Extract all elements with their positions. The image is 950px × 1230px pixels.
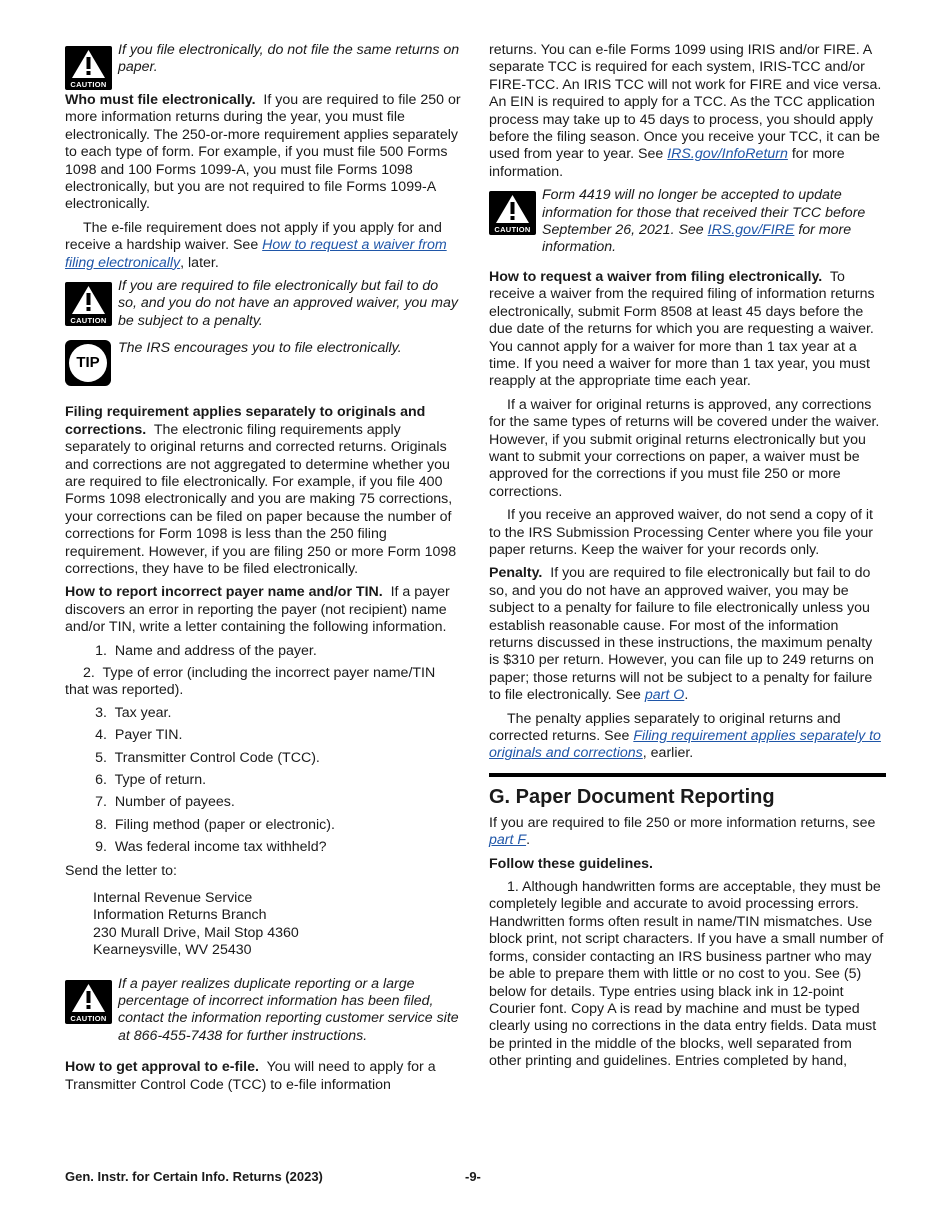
section-heading: G. Paper Document Reporting (489, 773, 886, 809)
tip-icon: TIP (65, 340, 111, 386)
list-item: 7. Number of payees. (95, 794, 235, 811)
list-item: 6. Type of return. (95, 772, 207, 788)
filing-requirement-link[interactable]: Filing requirement applies separately to originals and corrections (489, 728, 881, 762)
run-in-heading: How to report incorrect payer name and/or TIN. (65, 584, 383, 601)
run-in-heading: How to request a waiver from filing electronically. (489, 268, 823, 285)
paragraph: How to report incorrect payer name and/or TIN. If a payer discovers an error in reporting the payer (not recipient) name and/or TIN, write a letter containing the following information. (65, 584, 450, 636)
paragraph: Who must file electronically. If you are required to file 250 or more information returns during the year, you must file electronically. The 250-or-more requirement applies separately to each type of form. For example, if you must file 500 Forms 1098 and 100 Forms 1099-A, you must file Forms 1098 electronically, but you are not required to file Forms 1099-A electronically. (65, 92, 461, 213)
page-footer (65, 1168, 886, 1185)
caution-text: If you file electronically, do not file the same returns on paper. (118, 42, 460, 76)
run-in-heading: Penalty. (489, 565, 543, 582)
guidelines-heading: Follow these guidelines. (489, 855, 653, 872)
caution-icon: CAUTION (65, 46, 112, 90)
waiver-link[interactable]: How to request a waiver from filing electronically (65, 237, 447, 271)
tip-note (65, 340, 461, 390)
inforeturn-link[interactable]: IRS.gov/InfoReturn (667, 146, 788, 163)
caution-icon: CAUTION (489, 191, 536, 235)
part-o-link[interactable]: part O (644, 687, 685, 704)
caution-note (65, 976, 461, 1046)
caution-icon: CAUTION (65, 282, 112, 326)
left-column (65, 42, 461, 1100)
list-item: 2. Type of error (including the incorrect payer name/TIN that was reported). (65, 664, 436, 699)
paragraph: 1. Although handwritten forms are acceptable, they must be completely legible and accurate to avoid processing errors. Handwritten forms often result in name/TIN mismatches. Use block print, not script characters. If you have a small number of forms, consider contacting an IRS business partner who may be able to prepare them with little or no cost to you. See (5) below for details. Type entries using black ink in 12-point Courier font. Copy A is read by machine and must be typed clearly using no corrections in the data entry fields. Data must be printed in the middle of the blocks, well separated from other printing and guidelines. Entries completed by hand, (489, 879, 884, 1070)
paragraph: How to request a waiver from filing electronically. To receive a waiver from the required filing of information returns electronically, submit Form 8508 at least 45 days before the due date of the returns for which you are requesting a waiver. You cannot apply for a waiver for more than 1 tax year at a time. If you need a waiver for more than 1 tax year, you must reapply at the appropriate time each year. (489, 268, 875, 390)
list-item: 9. Was federal income tax withheld? (95, 839, 327, 856)
caution-note (65, 42, 461, 89)
paragraph: If you receive an approved waiver, do not send a copy of it to the IRS Submission Processing Center where you file your paper returns. Keep the waiver for your records only. (489, 507, 874, 558)
part-f-link[interactable]: part F (489, 832, 527, 849)
run-in-heading: How to get approval to e-file. (65, 1059, 259, 1076)
caution-note (65, 278, 461, 330)
page-number: -9- (465, 1169, 481, 1184)
paragraph: The e-file requirement does not apply if you apply for and receive a hardship waiver. See How to request a waiver from filing electronically, later. (65, 219, 447, 271)
run-in-heading: Filing requirement applies separately to originals and corrections. (65, 404, 426, 438)
paragraph: How to get approval to e-file. You will need to apply for a Transmitter Control Code (TCC) to e-file information (65, 1059, 436, 1093)
caution-note (489, 187, 886, 257)
caution-text: If a payer realizes duplicate reporting or a large percentage of incorrect information has been filed, contact the information reporting customer service site at 866-455-7438 for further instructions. (118, 975, 459, 1044)
fire-link[interactable]: IRS.gov/FIRE (707, 222, 795, 239)
footer-title: Gen. Instr. for Certain Info. Returns (2023) (65, 1169, 323, 1184)
info-list (65, 643, 461, 857)
list-item: 4. Payer TIN. (95, 727, 183, 744)
paragraph: The penalty applies separately to original returns and corrected returns. See Filing requirement applies separately to originals and corrections, earlier. (489, 710, 881, 762)
right-column (489, 42, 886, 1077)
paragraph: If a waiver for original returns is approved, any corrections for the same types of returns will be covered under the waiver. However, if you submit original returns electronically but you want to submit your corrections on paper, a waiver must be approved for the corrections if you must file 250 or more corrections. (489, 396, 880, 500)
paragraph: Send the letter to: (65, 862, 177, 879)
paragraph: Filing requirement applies separately to originals and corrections. The electronic filing requirements apply separately to original returns and corrected returns. Originals and corrections are not aggregated to determine whether you are required to file electronically. For example, if you file 400 Forms 1098 electronically and you are making 75 corrections, your corrections can be filed on paper because the number of corrections for Form 1098 is less than the 250 filing requirement. However, if you are filing 250 or more Form 1098 corrections, they have to be filed electronically. (65, 404, 457, 577)
paragraph: returns. You can e-file Forms 1099 using IRIS and/or FIRE. A separate TCC is required for each system, IRIS-TCC and/or FIRE-TCC. An IRIS TCC will not work for FIRE and vice versa. An EIN is required to apply for a TCC. As the TCC application process may take up to 45 days to process, you should apply before the filing season. Once you receive your TCC, it can be used from year to year. See IRS.gov/InfoReturn for more information. (489, 42, 882, 180)
paragraph: If you are required to file 250 or more information returns, see part F. (489, 814, 876, 849)
caution-text: If you are required to file electronically but fail to do so, and you do not have an approved waiver, you may be subject to a penalty. (118, 278, 458, 329)
list-item: 8. Filing method (paper or electronic). (95, 816, 335, 833)
caution-icon: CAUTION (65, 980, 112, 1024)
tip-text: The IRS encourages you to file electronically. (118, 340, 402, 357)
list-item: 5. Transmitter Control Code (TCC). (95, 749, 320, 766)
mailing-address: Internal Revenue Service Information Returns Branch 230 Murall Drive, Mail Stop 4360 Kearneysville, WV 25430 (93, 890, 299, 959)
run-in-heading: Who must file electronically. (65, 92, 256, 108)
paragraph: Penalty. If you are required to file electronically but fail to do so, and you do not have an approved waiver, you may be subject to a penalty for failure to file electronically unless you establish reasonable cause. For most of the information returns discussed in these instructions, the maximum penalty is $310 per return. However, you can file up to 249 returns on paper; those returns will not be subject to a penalty for failure to file electronically. See part O. (489, 565, 874, 704)
list-item: 3. Tax year. (95, 704, 172, 721)
list-item: 1. Name and address of the payer. (95, 642, 317, 659)
caution-text: Form 4419 will no longer be accepted to update information for those that received their TCC before September 26, 2021. See IRS.gov/FIRE for more information. (542, 187, 866, 256)
